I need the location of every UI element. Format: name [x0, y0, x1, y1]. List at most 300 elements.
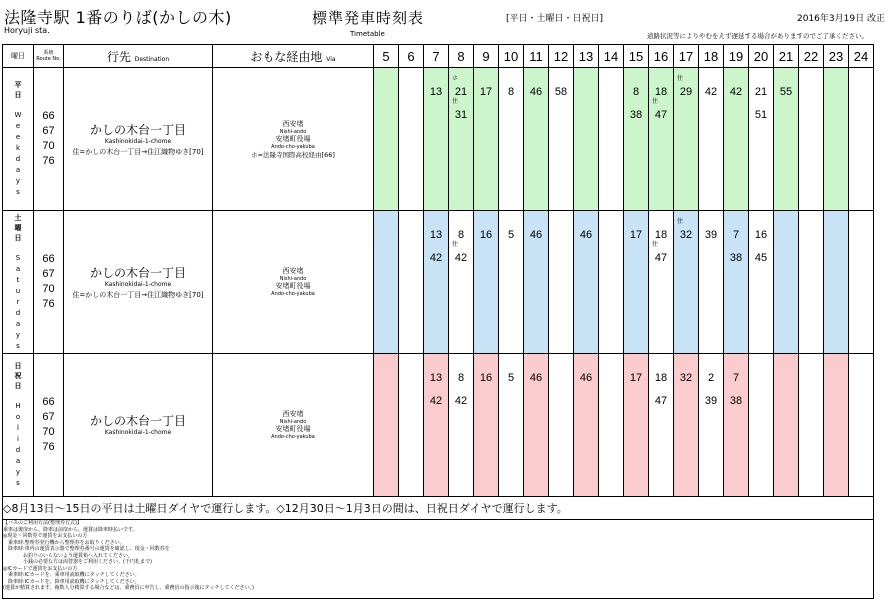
route-number: 66 [42, 253, 55, 265]
departure-minute: 5 [507, 372, 515, 384]
hour-header-10: 10 [499, 45, 524, 68]
day-char: 曜 [14, 223, 22, 232]
destination-cell [64, 68, 213, 211]
departure-time [624, 364, 648, 387]
departure-time [449, 78, 473, 101]
departure-minute: 29 [679, 86, 693, 98]
departure-time [499, 364, 523, 387]
departure-time [699, 387, 723, 410]
minutes-holiday-15 [624, 354, 649, 497]
departure-minute: 42 [704, 86, 718, 98]
via-stop: 西安堵 [282, 267, 304, 275]
departure-minute: 13 [429, 372, 443, 384]
via-stop: Ando-cho-yakuba [271, 434, 315, 440]
departure-time [649, 387, 673, 410]
departure-time [724, 78, 748, 101]
departure-minute: 16 [479, 372, 493, 384]
departure-time [749, 221, 773, 244]
departure-minute: 42 [454, 395, 468, 407]
day-letter: d [15, 446, 21, 454]
departure-minute: 32 [679, 372, 693, 384]
day-letter: W [14, 111, 22, 119]
route-mark: ホ [452, 76, 459, 82]
route-number: 66 [42, 110, 55, 122]
departure-minute: 7 [732, 372, 740, 384]
minutes-holiday-9 [474, 354, 499, 497]
minutes-saturday-24 [849, 211, 874, 354]
departure-minute: 39 [704, 229, 718, 241]
day-letter: S [15, 253, 21, 262]
departure-time [649, 364, 673, 387]
via-stop: Nishi-ando [279, 276, 307, 282]
departure-minute: 18 [654, 86, 668, 98]
departure-time [449, 101, 473, 124]
departure-time [449, 364, 473, 387]
minutes-weekday-15 [624, 68, 649, 211]
departure-time [674, 364, 698, 387]
timetable-row-holiday [3, 354, 874, 497]
departure-time [449, 221, 473, 244]
route-number: 67 [42, 125, 55, 137]
departure-minute: 17 [629, 229, 643, 241]
minutes-weekday-5 [374, 68, 399, 211]
departure-minute: 16 [479, 229, 493, 241]
usage-note-line: お釣りのいらないよう運賃箱へ入れてください。 [3, 552, 134, 559]
minutes-weekday-10 [499, 68, 524, 211]
via-cell [213, 354, 374, 497]
day-letter: k [15, 144, 21, 152]
departure-time [474, 78, 498, 101]
departure-time [499, 78, 523, 101]
departure-minute: 46 [579, 372, 593, 384]
hour-header-24: 24 [849, 45, 874, 68]
minutes-saturday-15 [624, 211, 649, 354]
route-header-jp: 系統 [43, 50, 54, 56]
route-numbers [34, 211, 64, 354]
departure-time [699, 221, 723, 244]
usage-note-line: 【バスのご利用方法(整理券方式)】 [3, 520, 82, 526]
day-letter: y [15, 177, 21, 185]
route-numbers [34, 354, 64, 497]
minutes-holiday-22 [799, 354, 824, 497]
minutes-holiday-11 [524, 354, 549, 497]
departure-time [724, 221, 748, 244]
minutes-weekday-18 [699, 68, 724, 211]
departure-time [724, 244, 748, 267]
departure-time [649, 101, 673, 124]
day-label-holiday [3, 354, 34, 497]
minutes-weekday-20 [749, 68, 774, 211]
day-letter: i [17, 435, 19, 443]
hour-header-22: 22 [799, 45, 824, 68]
minutes-saturday-21 [774, 211, 799, 354]
destination-name: かしの木台一丁目 [89, 123, 186, 137]
minutes-saturday-8 [449, 211, 474, 354]
day-letter: d [15, 155, 21, 163]
departure-time [524, 364, 548, 387]
route-mark: 住 [452, 242, 459, 248]
departure-minute: 16 [754, 229, 768, 241]
timetable-table [2, 44, 874, 599]
departure-time [424, 364, 448, 387]
departure-time [749, 244, 773, 267]
day-letter: r [16, 297, 20, 306]
departure-minute: 8 [457, 372, 465, 384]
departure-minute: 21 [454, 86, 468, 98]
hour-header-21: 21 [774, 45, 799, 68]
departure-time [424, 244, 448, 267]
departure-time [424, 221, 448, 244]
minutes-weekday-7 [424, 68, 449, 211]
dest-header-en: Destination [134, 55, 170, 63]
departure-minute: 39 [704, 395, 718, 407]
via-stop: 安堵町役場 [275, 134, 311, 143]
departure-minute: 32 [679, 229, 693, 241]
destination-roma: Kashinokidai-1-chome [104, 429, 172, 436]
minutes-holiday-17 [674, 354, 699, 497]
hour-header-11: 11 [524, 45, 549, 68]
destination-cell [64, 354, 213, 497]
route-mark: 住 [452, 99, 459, 105]
route-number: 76 [42, 298, 55, 310]
hour-header-23: 23 [824, 45, 849, 68]
minutes-holiday-8 [449, 354, 474, 497]
minutes-saturday-10 [499, 211, 524, 354]
day-types-label: [平日・土曜日・日祝日] [506, 14, 604, 24]
day-letter: a [15, 457, 21, 465]
minutes-weekday-14 [599, 68, 624, 211]
minutes-saturday-16 [649, 211, 674, 354]
departure-minute: 18 [654, 372, 668, 384]
minutes-holiday-10 [499, 354, 524, 497]
hour-header-15: 15 [624, 45, 649, 68]
minutes-holiday-14 [599, 354, 624, 497]
departure-time [499, 221, 523, 244]
usage-note-line: (運賃が精算されます。複数人分精算する場合などは、乗務員に申告し、乗務員の指示後にタッチしてください。) [3, 585, 255, 591]
dest-header-jp: 行先 [106, 49, 131, 64]
departure-time [549, 78, 573, 101]
via-stop: 西安堵 [282, 119, 304, 128]
day-char: 祝 [14, 372, 22, 380]
hour-header-14: 14 [599, 45, 624, 68]
destination-name: かしの木台一丁目 [89, 414, 186, 428]
timetable-row-weekday [3, 68, 874, 211]
revision-date: 2016年3月19日 改正 [797, 14, 885, 24]
departure-minute: 17 [479, 86, 493, 98]
minutes-weekday-23 [824, 68, 849, 211]
usage-note-line: ◎現金・回数券で運賃をお支払いの方 [3, 533, 88, 539]
departure-minute: 18 [654, 229, 668, 241]
header-row [3, 45, 874, 68]
route-mark: 住 [652, 242, 659, 248]
departure-time [749, 101, 773, 124]
departure-minute: 46 [529, 372, 543, 384]
day-letter: u [15, 286, 21, 295]
hour-header-5: 5 [374, 45, 399, 68]
departure-minute: 47 [654, 109, 668, 121]
departure-time [449, 387, 473, 410]
departure-minute: 55 [779, 86, 793, 98]
departure-minute: 47 [654, 395, 668, 407]
day-char: 日 [14, 362, 22, 370]
usage-note-line: 乗車時:ICカードを、乗車用読取機にタッチしてください。 [3, 572, 140, 578]
departure-minute: 5 [507, 229, 515, 241]
minutes-holiday-20 [749, 354, 774, 497]
day-letter: t [16, 275, 20, 284]
minutes-saturday-13 [574, 211, 599, 354]
via-stop: Nishi-ando [279, 419, 307, 425]
departure-minute: 31 [454, 109, 468, 121]
departure-minute: 8 [457, 229, 465, 241]
departure-time [649, 78, 673, 101]
departure-time [524, 78, 548, 101]
departure-time [474, 221, 498, 244]
via-cell [213, 211, 374, 354]
day-letter: a [15, 319, 21, 328]
destination-note: 住=かしの木台一丁目→住江織物ゆき[70] [72, 291, 204, 299]
minutes-holiday-24 [849, 354, 874, 497]
hour-header-17: 17 [674, 45, 699, 68]
day-column-header: 曜日 [3, 45, 34, 68]
departure-time [624, 221, 648, 244]
departure-time [424, 78, 448, 101]
minutes-weekday-8 [449, 68, 474, 211]
hour-header-6: 6 [399, 45, 424, 68]
via-column-header [213, 45, 374, 68]
usage-note-line: 降車時:車内の運賃表示器で整理券番号の運賃を確認し、現金・回数券を [3, 546, 170, 552]
route-number: 66 [42, 396, 55, 408]
hour-header-7: 7 [424, 45, 449, 68]
departure-minute: 2 [707, 372, 715, 384]
departure-minute: 21 [754, 86, 768, 98]
minutes-weekday-9 [474, 68, 499, 211]
operation-note-row [3, 497, 874, 520]
departure-minute: 8 [632, 86, 640, 98]
minutes-saturday-19 [724, 211, 749, 354]
timetable-title: 標準発車時刻表 [312, 9, 425, 27]
minutes-saturday-6 [399, 211, 424, 354]
day-letter: s [16, 188, 20, 196]
departure-minute: 46 [529, 86, 543, 98]
route-column-header [34, 45, 64, 68]
hour-header-13: 13 [574, 45, 599, 68]
destination-name: かしの木台一丁目 [89, 266, 186, 280]
departure-time [649, 221, 673, 244]
minutes-saturday-12 [549, 211, 574, 354]
destination-roma: Kashinokidai-1-chome [104, 281, 172, 288]
minutes-saturday-18 [699, 211, 724, 354]
usage-notes-row [3, 520, 874, 599]
minutes-holiday-19 [724, 354, 749, 497]
departure-minute: 7 [732, 229, 740, 241]
departure-time [749, 78, 773, 101]
minutes-weekday-6 [399, 68, 424, 211]
day-letter: e [15, 122, 21, 130]
day-letter: y [15, 468, 21, 476]
minutes-weekday-17 [674, 68, 699, 211]
day-char: 土 [14, 213, 22, 222]
departure-time [674, 221, 698, 244]
station-roma: Horyuji sta. [4, 26, 50, 35]
minutes-saturday-22 [799, 211, 824, 354]
minutes-saturday-7 [424, 211, 449, 354]
day-label-saturday [3, 211, 34, 354]
departure-time [649, 244, 673, 267]
departure-minute: 8 [507, 86, 515, 98]
departure-minute: 46 [579, 229, 593, 241]
departure-minute: 38 [729, 252, 743, 264]
day-letter: a [15, 166, 21, 174]
via-cell [213, 68, 374, 211]
day-letter: s [16, 479, 20, 487]
departure-time [524, 221, 548, 244]
day-label-weekday [3, 68, 34, 211]
usage-note-line: 小銭の必要な方は両替器をご利用ください。(千円札まで) [3, 559, 152, 565]
departure-time [674, 78, 698, 101]
route-numbers [34, 68, 64, 211]
departure-minute: 38 [729, 395, 743, 407]
usage-note-line: 降車時:ICカードを、降車用読取機にタッチしてください。 [3, 578, 140, 585]
departure-minute: 46 [529, 229, 543, 241]
day-letter: a [15, 264, 21, 273]
day-letter: e [15, 133, 21, 141]
minutes-saturday-17 [674, 211, 699, 354]
minutes-weekday-24 [849, 68, 874, 211]
destination-roma: Kashinokidai-1-chome [104, 138, 172, 145]
minutes-weekday-12 [549, 68, 574, 211]
usage-note-line: 乗車は後扉から、降車は前扉から、運賃は降車時払いです。 [3, 526, 138, 533]
departure-minute: 51 [754, 109, 768, 121]
route-number: 67 [42, 411, 55, 423]
departure-minute: 45 [754, 252, 768, 264]
departure-minute: 47 [654, 252, 668, 264]
via-stop: 安堵町役場 [275, 425, 311, 433]
departure-time [624, 101, 648, 124]
hour-header-20: 20 [749, 45, 774, 68]
minutes-saturday-9 [474, 211, 499, 354]
via-stop: Ando-cho-yakuba [271, 143, 315, 150]
route-header-en: Route No. [36, 56, 61, 62]
departure-minute: 42 [729, 86, 743, 98]
departure-minute: 42 [429, 252, 443, 264]
departure-minute: 42 [454, 252, 468, 264]
minutes-weekday-13 [574, 68, 599, 211]
departure-time [449, 244, 473, 267]
minutes-saturday-20 [749, 211, 774, 354]
destination-column-header [64, 45, 213, 68]
minutes-saturday-23 [824, 211, 849, 354]
hour-header-16: 16 [649, 45, 674, 68]
departure-time [699, 78, 723, 101]
minutes-saturday-5 [374, 211, 399, 354]
hour-header-8: 8 [449, 45, 474, 68]
day-letter: H [15, 402, 21, 410]
usage-notes [3, 520, 874, 599]
departure-time [424, 387, 448, 410]
minutes-saturday-14 [599, 211, 624, 354]
departure-minute: 13 [429, 86, 443, 98]
via-stop: Ando-cho-yakuba [271, 291, 315, 297]
via-stop: 安堵町役場 [275, 282, 311, 290]
minutes-weekday-21 [774, 68, 799, 211]
via-note: ホ=法隆寺国際高校経由[66] [251, 150, 335, 159]
minutes-saturday-11 [524, 211, 549, 354]
day-letter: s [16, 341, 20, 350]
minutes-holiday-23 [824, 354, 849, 497]
usage-note-line: 乗車時:整理券発行機から整理券をお取りください。 [3, 539, 125, 546]
day-letter: d [15, 308, 21, 317]
day-letter: y [15, 330, 21, 339]
minutes-holiday-7 [424, 354, 449, 497]
departure-time [574, 364, 598, 387]
route-mark: 住 [677, 219, 684, 225]
day-char: 日 [14, 91, 22, 99]
departure-minute: 13 [429, 229, 443, 241]
day-char: 平 [14, 81, 22, 89]
departure-time [474, 364, 498, 387]
hour-header-19: 19 [724, 45, 749, 68]
timetable-row-saturday [3, 211, 874, 354]
departure-minute: 42 [429, 395, 443, 407]
minutes-holiday-13 [574, 354, 599, 497]
hour-header-18: 18 [699, 45, 724, 68]
station-title: 法隆寺駅 1番のりば(かしの木) [4, 8, 232, 27]
minutes-holiday-5 [374, 354, 399, 497]
day-char: 日 [14, 382, 22, 390]
hour-header-12: 12 [549, 45, 574, 68]
via-stop: Nishi-ando [279, 128, 307, 135]
departure-time [574, 221, 598, 244]
hour-header-9: 9 [474, 45, 499, 68]
route-number: 67 [42, 268, 55, 280]
usage-note-line: ◎ICカードで運賃をお支払いの方 [3, 565, 78, 572]
minutes-holiday-12 [549, 354, 574, 497]
day-letter: l [17, 424, 19, 432]
minutes-weekday-11 [524, 68, 549, 211]
minutes-holiday-21 [774, 354, 799, 497]
departure-time [699, 364, 723, 387]
minutes-holiday-16 [649, 354, 674, 497]
departure-time [724, 364, 748, 387]
route-number: 70 [42, 426, 55, 438]
route-mark: 住 [652, 99, 659, 105]
minutes-weekday-19 [724, 68, 749, 211]
destination-cell [64, 211, 213, 354]
route-number: 76 [42, 155, 55, 167]
via-header-jp: おもな経由地 [250, 49, 323, 64]
minutes-holiday-6 [399, 354, 424, 497]
timetable-roma: Timetable [350, 30, 385, 38]
route-mark: 住 [677, 76, 684, 82]
minutes-weekday-22 [799, 68, 824, 211]
route-number: 70 [42, 140, 55, 152]
route-number: 76 [42, 441, 55, 453]
via-header-en: Via [326, 55, 336, 63]
departure-time [774, 78, 798, 101]
day-letter: o [15, 413, 21, 421]
delay-notice: 道路状況等によりやむをえず遅延する場合がありますのでご了承ください。 [647, 32, 868, 40]
operation-note: ◇8月13日〜15日の平日は土曜日ダイヤで運行します。◇12月30日〜1月3日の間は、日祝日ダイヤで運行します。 [3, 497, 874, 520]
destination-note: 住=かしの木台一丁目→住江織物ゆき[70] [72, 148, 204, 156]
departure-time [724, 387, 748, 410]
route-number: 70 [42, 283, 55, 295]
departure-minute: 17 [629, 372, 643, 384]
minutes-weekday-16 [649, 68, 674, 211]
day-char: 日 [14, 233, 22, 242]
departure-minute: 58 [554, 86, 568, 98]
minutes-holiday-18 [699, 354, 724, 497]
departure-time [624, 78, 648, 101]
